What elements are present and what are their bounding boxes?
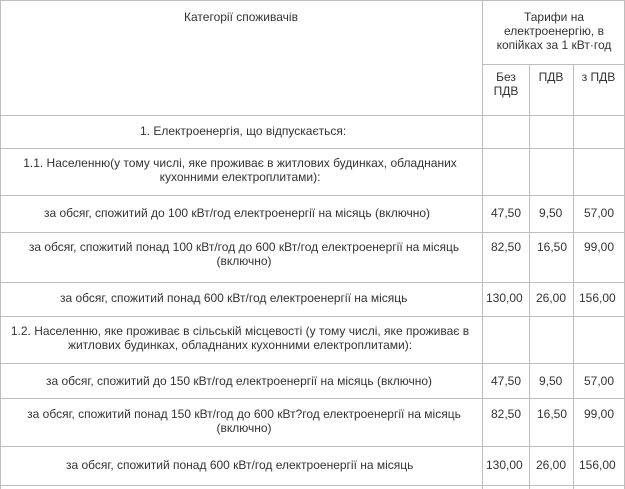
- grid-line: [0, 195, 625, 196]
- cell-no-vat: 47,50: [491, 374, 522, 388]
- cell-vat: 16,50: [537, 407, 568, 421]
- grid-line: [0, 0, 1, 489]
- cell-with-vat: 156,00: [579, 291, 616, 305]
- header-no-vat: Без ПДВ: [493, 70, 519, 98]
- row-label: 1. Електроенергія, що відпускається:: [140, 124, 347, 138]
- header-with-vat: з ПДВ: [581, 70, 616, 84]
- grid-line: [0, 282, 625, 283]
- grid-line: [0, 316, 625, 317]
- cell-vat: 9,50: [539, 206, 563, 220]
- grid-line: [0, 363, 625, 364]
- row-label: 1.2. Населенню, яке проживає в сільській місцевості (у тому числі, яке проживає в житлових будинках, обладнаних кухонними електроплитами):: [10, 324, 470, 352]
- cell-with-vat: 156,00: [579, 458, 616, 472]
- cell-no-vat: 130,00: [486, 458, 523, 472]
- header-category: Категорії споживачів: [184, 10, 298, 24]
- row-label: за обсяг, спожитий понад 600 кВт/год електроенергії на місяць: [60, 291, 408, 305]
- cell-with-vat: 57,00: [584, 206, 615, 220]
- header-vat: ПДВ: [538, 70, 564, 84]
- grid-line: [0, 398, 625, 399]
- grid-line: [0, 0, 625, 1]
- row-label: за обсяг, спожитий до 150 кВт/год електроенергії на місяць (включно): [46, 374, 433, 388]
- cell-no-vat: 47,50: [491, 206, 522, 220]
- grid-line: [0, 232, 625, 233]
- cell-with-vat: 57,00: [584, 374, 615, 388]
- grid-line: [529, 64, 530, 489]
- row-label: 1.1. Населенню(у тому числі, яке проживає в житлових будинках, обладнаних кухонними електроплитами):: [23, 156, 457, 184]
- grid-line: [482, 0, 483, 489]
- row-label: за обсяг, спожитий понад 150 кВт/год до 600 кВт?год електроенергії на місяць (включно): [27, 407, 461, 435]
- row-label: за обсяг, спожитий понад 100 кВт/год до 600 кВт/год електроенергії на місяць (включно): [28, 240, 460, 268]
- cell-no-vat: 130,00: [486, 291, 523, 305]
- grid-line: [573, 64, 574, 489]
- cell-no-vat: 82,50: [491, 407, 522, 421]
- grid-line: [0, 115, 625, 116]
- cell-no-vat: 82,50: [491, 240, 522, 254]
- cell-vat: 26,00: [536, 291, 567, 305]
- grid-line: [482, 64, 625, 65]
- grid-line: [0, 446, 625, 447]
- cell-with-vat: 99,00: [584, 240, 615, 254]
- cell-vat: 9,50: [539, 374, 563, 388]
- cell-vat: 26,00: [536, 458, 567, 472]
- cell-vat: 16,50: [537, 240, 568, 254]
- cell-with-vat: 99,00: [584, 407, 615, 421]
- grid-line: [0, 148, 625, 149]
- row-label: за обсяг, спожитий понад 600 кВт/год електроенергії на місяць: [66, 458, 414, 472]
- header-tariffs: Тарифи на електроенергію, в копійках за 1 кВт·год: [496, 10, 612, 52]
- grid-line: [0, 485, 625, 486]
- row-label: за обсяг, спожитий до 100 кВт/год електроенергії на місяць (включно): [44, 206, 431, 220]
